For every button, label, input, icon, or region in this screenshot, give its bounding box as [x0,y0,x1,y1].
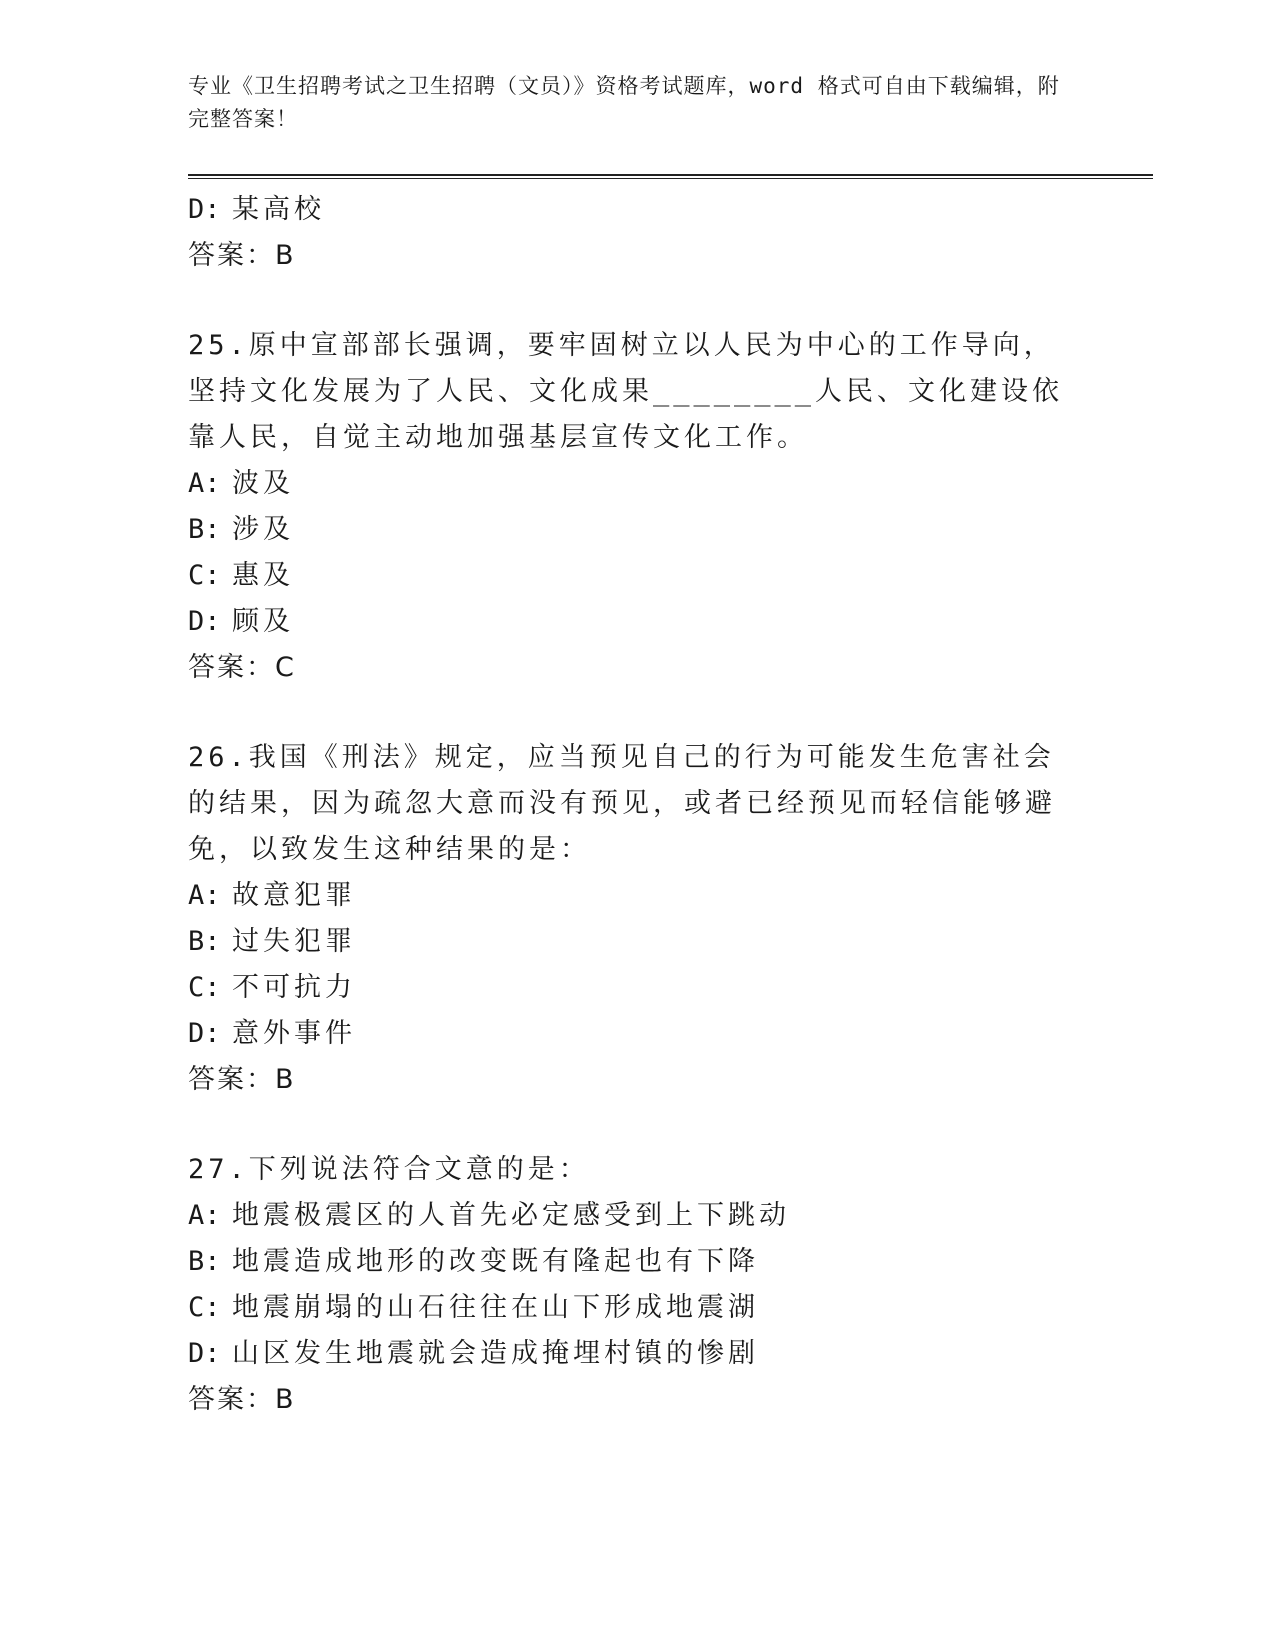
document-header: 专业《卫生招聘考试之卫生招聘（文员）》资格考试题库，word 格式可自由下载编辑，附完整答案！ [188,74,1060,131]
option-label: B: [188,514,221,545]
option-c [188,1285,1148,1331]
option-text: 不可抗力 [232,972,356,1003]
option-a [188,873,1148,919]
question-26 [188,735,1148,1103]
option-label: B: [188,1246,221,1277]
option-a [188,461,1148,507]
option-label: A: [188,880,221,911]
option-b [188,919,1148,965]
option-label: C: [188,1292,221,1323]
option-label: C: [188,972,221,1003]
option-a [188,1193,1148,1239]
question-stem: 26.我国《刑法》规定，应当预见自己的行为可能发生危害社会的结果，因为疏忽大意而没有预见，或者已经预见而轻信能够避免，以致发生这种结果的是： [188,742,1056,865]
option-text: 某高校 [232,194,325,225]
option-c [188,553,1148,599]
option-text: 过失犯罪 [232,926,356,957]
option-label: D: [188,1338,221,1369]
document-page [188,70,1148,1423]
question-27 [188,1147,1148,1423]
option-label: D: [188,606,221,637]
option-label: A: [188,468,221,499]
option-text: 波及 [232,468,294,499]
option-text: 故意犯罪 [232,880,356,911]
option-c [188,965,1148,1011]
option-label: B: [188,926,221,957]
option-text: 地震极震区的人首先必定感受到上下跳动 [232,1200,790,1231]
answer: 答案：B [188,240,296,271]
option-text: 惠及 [232,560,294,591]
answer: 答案：C [188,652,296,683]
header-divider [188,174,1153,179]
question-25 [188,323,1148,691]
option-b [188,507,1148,553]
option-text: 意外事件 [232,1018,356,1049]
option-text: 涉及 [232,514,294,545]
option-text: 地震崩塌的山石往往在山下形成地震湖 [232,1292,759,1323]
option-text: 顾及 [232,606,294,637]
option-text: 山区发生地震就会造成掩埋村镇的惨剧 [232,1338,759,1369]
option-d [188,1011,1148,1057]
question-list [188,187,1148,1423]
answer: 答案：B [188,1384,296,1415]
option-text: 地震造成地形的改变既有隆起也有下降 [232,1246,759,1277]
option-label: A: [188,1200,221,1231]
option-label: D: [188,194,221,225]
option-d [188,599,1148,645]
option-b [188,1239,1148,1285]
option-label: D: [188,1018,221,1049]
option-d [188,1331,1148,1377]
option-label: C: [188,560,221,591]
question-stem: 27.下列说法符合文意的是： [188,1154,590,1185]
option-d [188,187,1148,233]
question-stem: 25.原中宣部部长强调，要牢固树立以人民为中心的工作导向，坚持文化发展为了人民、文化成果________人民、文化建设依靠人民，自觉主动地加强基层宣传文化工作。 [188,330,1064,453]
answer: 答案：B [188,1064,296,1095]
